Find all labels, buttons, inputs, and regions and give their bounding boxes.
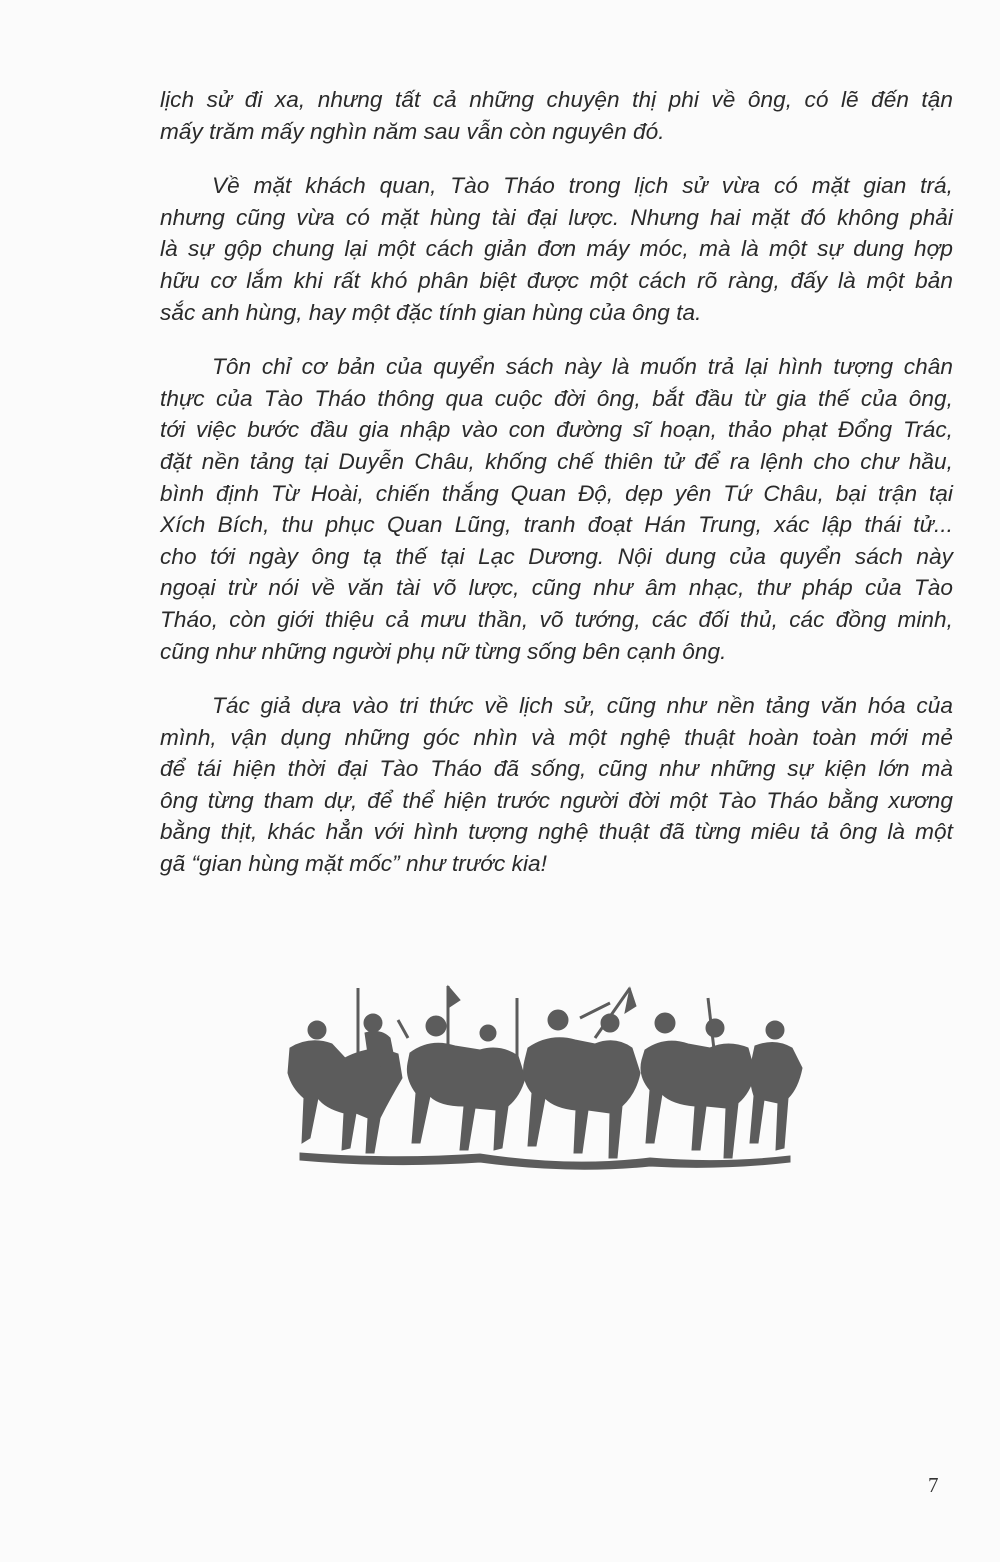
text-line: nhưng cũng vừa có mặt hùng tài đại lược. Nhưng hai mặt đó không phải: [160, 204, 953, 230]
text-line: bình định Từ Hoài, chiến thắng Quan Độ, dẹp yên Tứ Châu, bại trận tại: [160, 480, 953, 506]
body-text: [160, 84, 953, 903]
text-line: lịch sử đi xa, nhưng tất cả những chuyện thị phi về ông, có lẽ đến tận: [160, 87, 953, 112]
text-line: thực của Tào Tháo thông qua cuộc đời ông, bắt đầu từ gia thế của ông,: [160, 385, 953, 411]
text-line: là sự gộp chung lại một cách giản đơn máy móc, mà là một sự dung hợp: [160, 236, 953, 262]
paragraph-4: [160, 690, 953, 880]
page-number: 7: [928, 1473, 939, 1497]
paragraph-3: [160, 351, 953, 667]
text-line: cũng như những người phụ nữ từng sống bên cạnh ông.: [160, 638, 727, 664]
text-line: mình, vận dụng những góc nhìn và một nghệ thuật hoàn toàn mới mẻ: [160, 724, 953, 750]
text-line: bằng thịt, khác hẳn với hình tượng nghệ thuật đã từng miêu tả ông là một: [160, 819, 953, 845]
text-line: gã “gian hùng mặt mốc” như trước kia!: [160, 851, 547, 877]
text-line: tới việc bước đầu gia nhập vào con đường sĩ hoạn, thảo phạt Đổng Trác,: [160, 417, 953, 443]
text-line: ông từng tham dự, để thể hiện trước người đời một Tào Tháo bằng xương: [160, 787, 953, 813]
text-line: để tái hiện thời đại Tào Tháo đã sống, cũng như những sự kiện lớn mà: [160, 756, 953, 782]
text-line: Tháo, còn giới thiệu cả mưu thần, võ tướng, các đối thủ, các đồng minh,: [160, 606, 953, 632]
text-line: Tác giả dựa vào tri thức về lịch sử, cũng như nền tảng văn hóa của: [212, 693, 953, 719]
text-line: ngoại trừ nói về văn tài võ lược, cũng như âm nhạc, thư pháp của Tào: [160, 575, 953, 601]
paragraph-1: [160, 84, 953, 147]
text-line: mấy trăm mấy nghìn năm sau vẫn còn nguyên đó.: [160, 118, 665, 144]
text-line: hữu cơ lắm khi rất khó phân biệt được một cách rõ ràng, đấy là một bản: [160, 267, 953, 293]
paragraph-2: [160, 170, 953, 328]
text-line: đặt nền tảng tại Duyễn Châu, khống chế thiên tử để ra lệnh cho chư hầu,: [160, 448, 953, 474]
text-line: cho tới ngày ông tạ thế tại Lạc Dương. Nội dung của quyển sách này: [160, 543, 953, 569]
cavalry-riders-illustration: [270, 978, 810, 1178]
text-line: Xích Bích, thu phục Quan Lũng, tranh đoạt Hán Trung, xác lập thái tử...: [160, 512, 953, 538]
text-line: Tôn chỉ cơ bản của quyển sách này là muốn trả lại hình tượng chân: [212, 354, 953, 380]
text-line: Về mặt khách quan, Tào Tháo trong lịch sử vừa có mặt gian trá,: [212, 173, 953, 199]
text-line: sắc anh hùng, hay một đặc tính gian hùng của ông ta.: [160, 299, 702, 325]
